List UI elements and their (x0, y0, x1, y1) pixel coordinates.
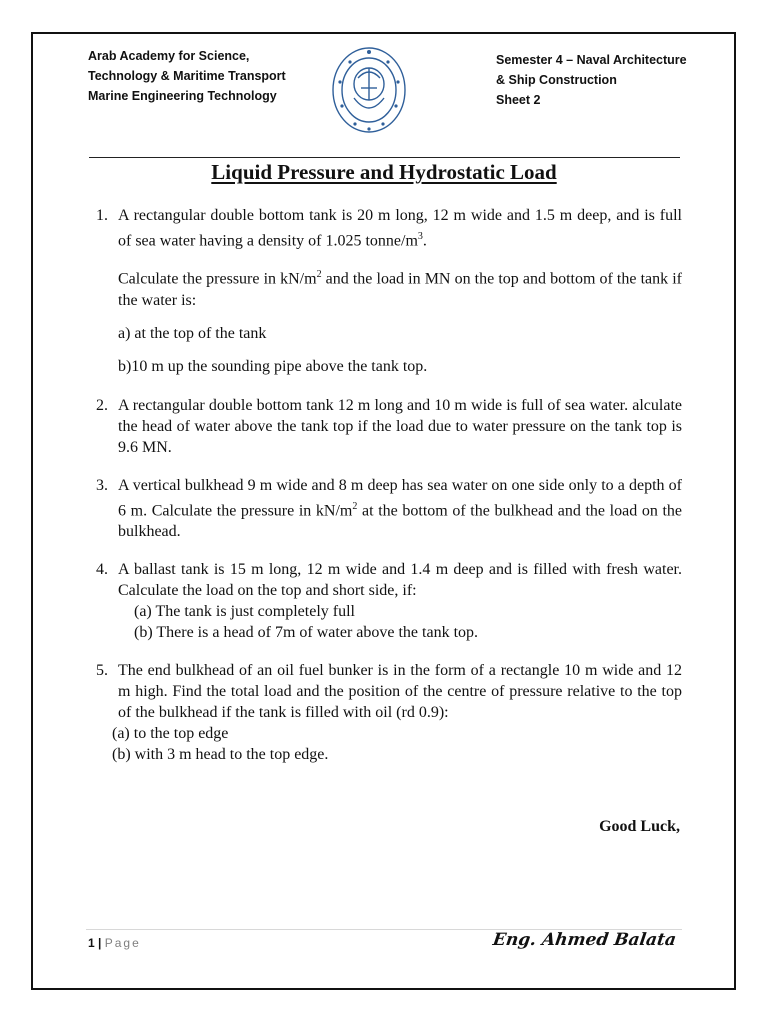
question-2 (92, 395, 682, 458)
question-5 (92, 660, 682, 765)
institution-line-3: Marine Engineering Technology (88, 89, 277, 103)
question-number: 3. (96, 476, 108, 494)
institution-line-2: Technology & Maritime Transport (88, 69, 286, 83)
page-label: Page (104, 936, 141, 950)
academy-seal-icon (328, 38, 410, 138)
question-text: A rectangular double bottom tank is 20 m long, 12 m wide and 1.5 m deep, and is full of sea water having a density of 1.025 tonne/$m^3$. (118, 207, 682, 250)
course-line-1: Semester 4 – Naval Architecture (496, 53, 687, 67)
sub-question-b: (b) There is a head of 7m of water above the tank top. (134, 623, 479, 641)
institution-header (88, 46, 286, 106)
question-number: 1. (96, 207, 108, 224)
sheet-number: Sheet 2 (496, 93, 541, 107)
author-signature: Eng. Ahmed Balata (491, 930, 678, 950)
page-separator: | (94, 936, 105, 950)
question-number: 2. (96, 396, 108, 414)
page-number-value: 1 (88, 936, 95, 950)
question-text: A rectangular double bottom tank 12 m long and 10 m wide is full of sea water. alculate the head of water above the tank top if the load due to water pressure on the tank top is 9.6 MN. (118, 396, 682, 456)
sub-question-b: b)10 m up the sounding pipe above the tank top. (118, 357, 428, 375)
question-1 (92, 205, 682, 377)
question-text: The end bulkhead of an oil fuel bunker is in the form of a rectangle 10 m wide and 12 m high. Find the total load and the position of the centre of pressure relative to the top of the bulkhead if the tank is filled with oil (rd 0.9): (118, 661, 682, 721)
question-text: A ballast tank is 15 m long, 12 m wide and 1.4 m deep and is filled with fresh water. Calculate the load on the top and short side, if: (118, 560, 682, 599)
closing-text: Good Luck, (599, 818, 680, 835)
question-4 (92, 559, 682, 643)
page-title: Liquid Pressure and Hydrostatic Load (211, 160, 557, 184)
course-line-2: & Ship Construction (496, 73, 617, 87)
sub-question-b: (b) with 3 m head to the top edge. (112, 745, 329, 763)
course-header (496, 50, 687, 110)
sub-question-a: (a) to the top edge (112, 724, 229, 742)
page-number (88, 936, 141, 950)
question-text: A vertical bulkhead 9 m wide and 8 m deep has sea water on one side only to a depth of 6 m. Calculate the pressure in $kN/m^2$ at the bottom of the bulkhead and the load on the bulkhead. (118, 476, 683, 540)
question-3 (92, 475, 682, 542)
sub-question-a: (a) The tank is just completely full (134, 602, 355, 620)
header-divider (89, 157, 680, 158)
question-list (92, 205, 682, 765)
sub-question-a: a) at the top of the tank (118, 324, 267, 342)
question-text: Calculate the pressure in $kN/m^2$ and the load in MN on the top and bottom of the tank if the water is: (118, 269, 682, 309)
institution-line-1: Arab Academy for Science, (88, 49, 250, 63)
question-number: 5. (96, 661, 108, 679)
question-number: 4. (96, 560, 108, 578)
